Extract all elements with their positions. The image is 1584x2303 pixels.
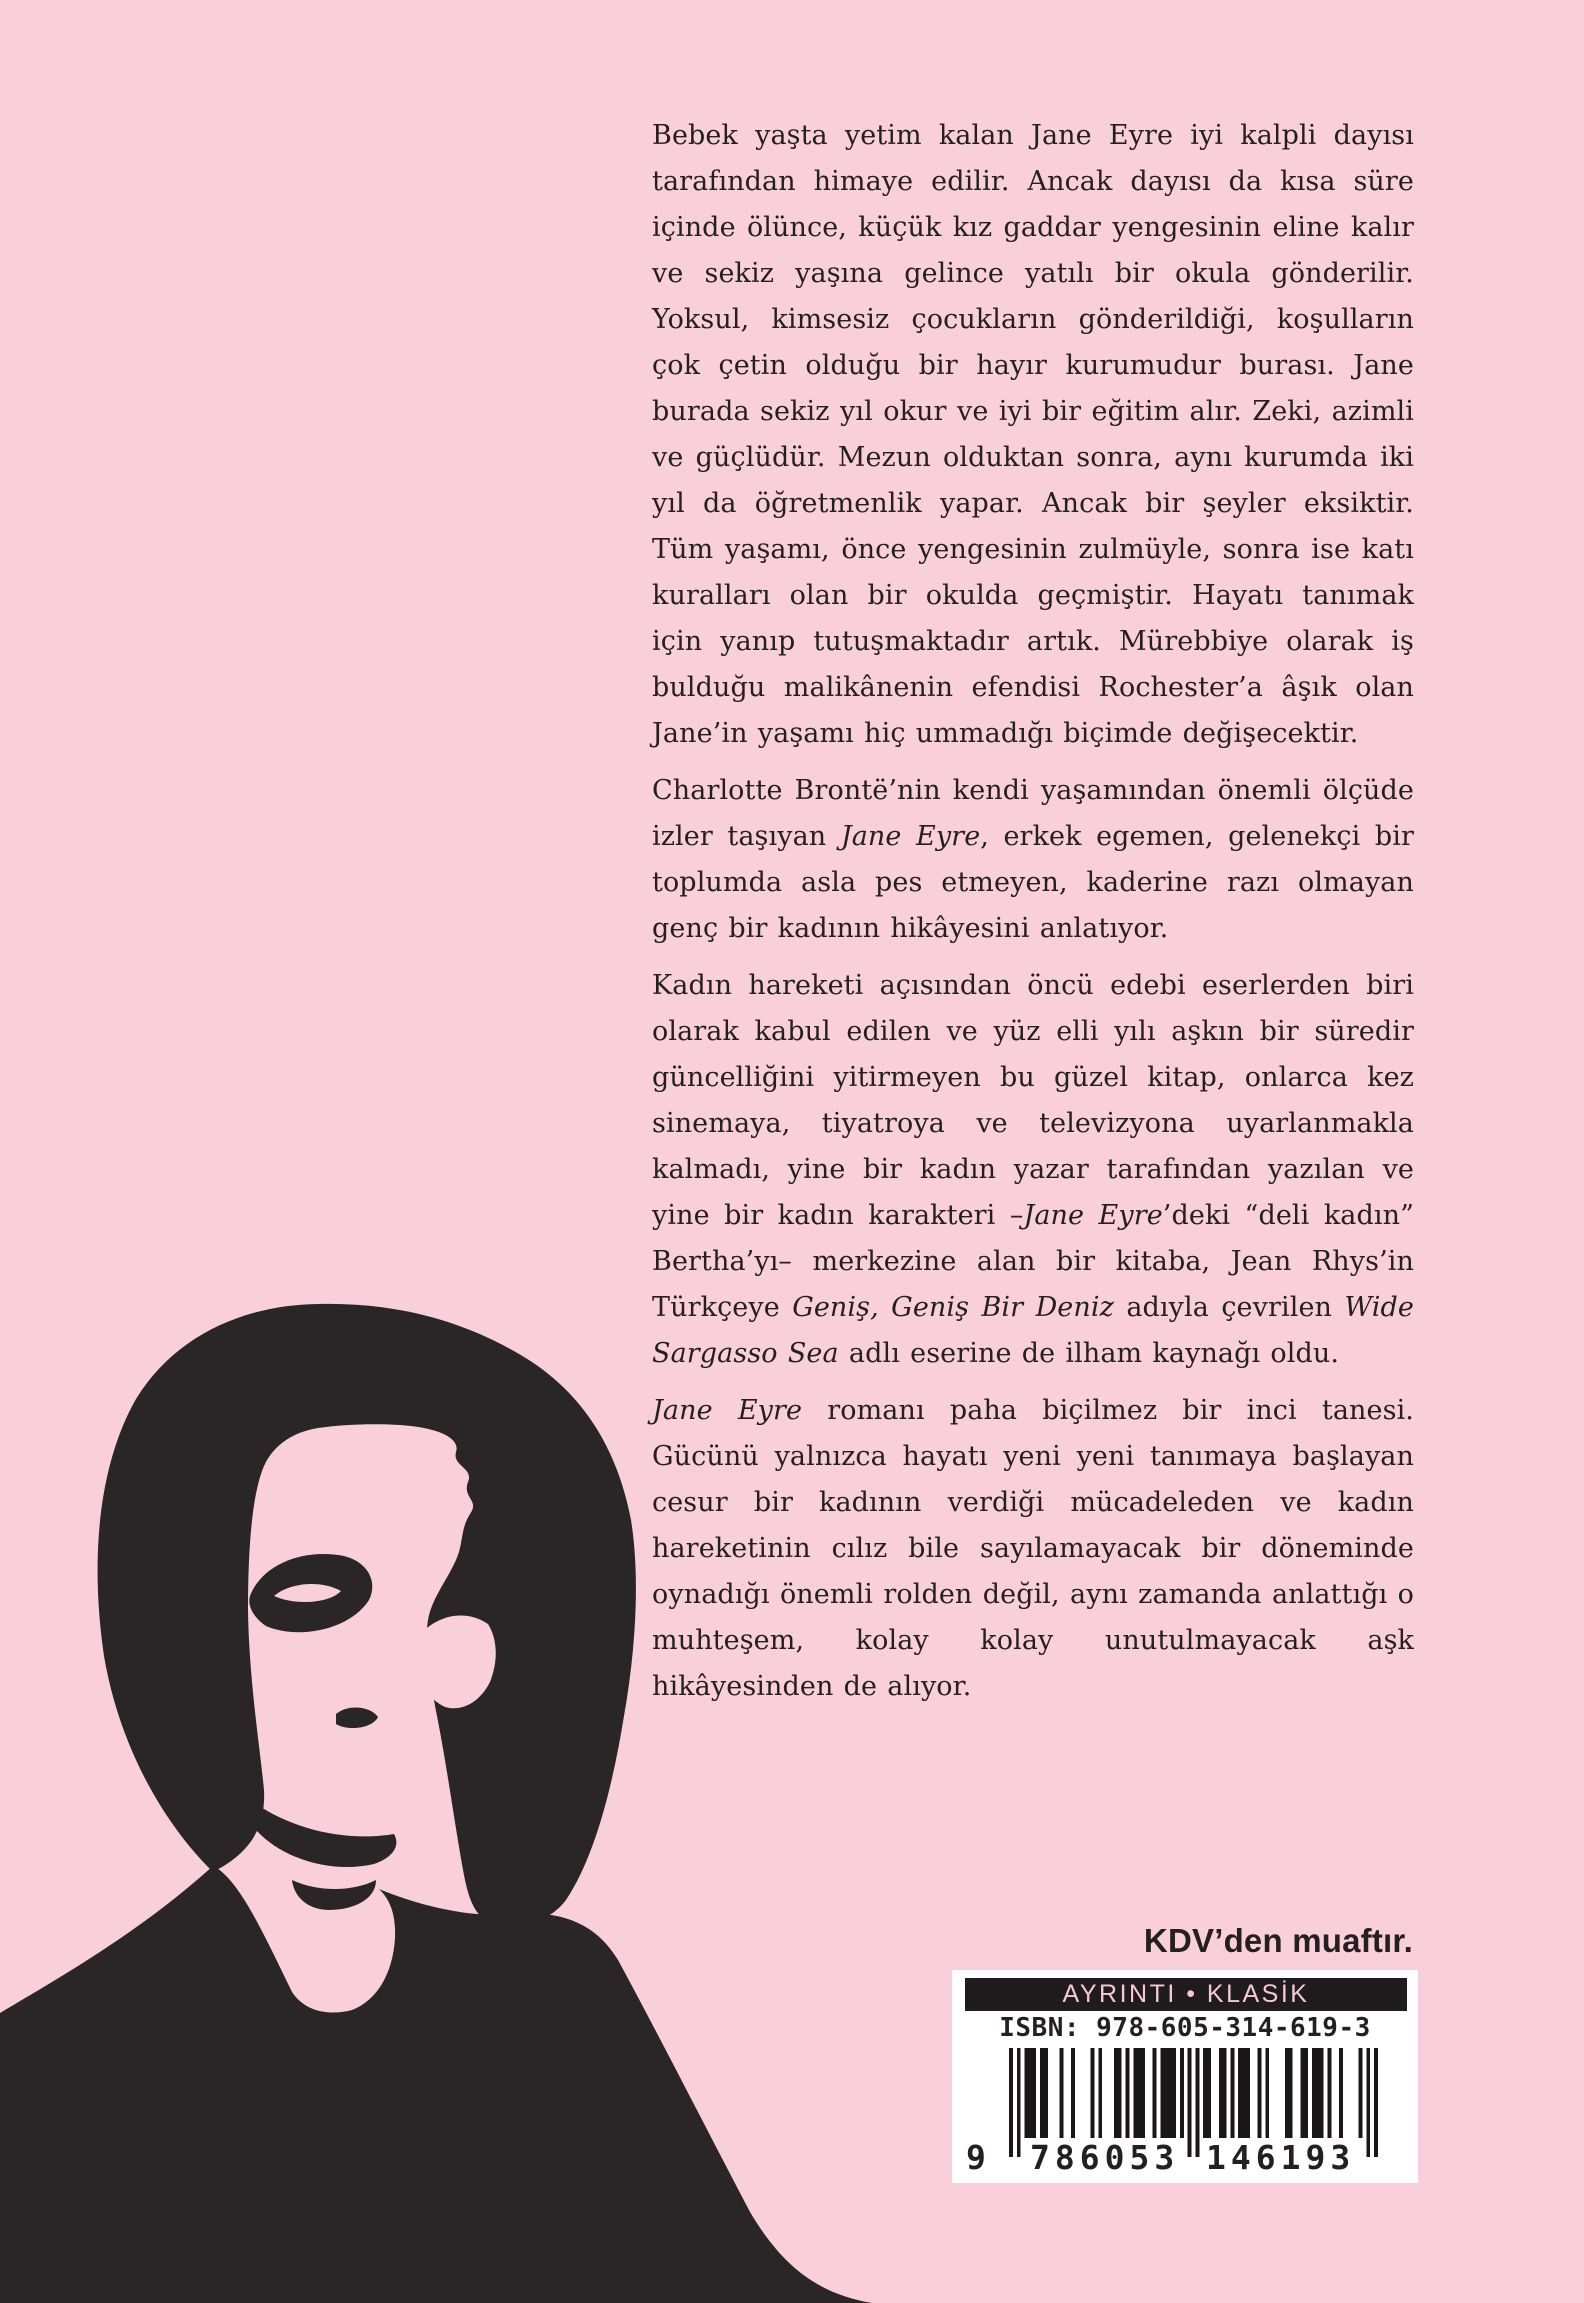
dress-shape [0, 1866, 872, 2303]
book-title-italic: Jane Eyre [652, 1395, 803, 1426]
nose-shape [336, 1708, 378, 1729]
book-title-italic: Jane Eyre [840, 821, 981, 852]
portrait-illustration [0, 1300, 880, 2303]
barcode-bar [1238, 2048, 1242, 2138]
barcode-bar [1258, 2048, 1262, 2138]
book-title-italic: Geniş, Geniş Bir Deniz [792, 1292, 1114, 1323]
text-segment: Kadın hareketi açısından öncü edebi eserlerden biri olarak kabul edilen ve yüz elli yılı aşkın bir süredir güncelliğini yitirmeyen bu güzel kitap, onlarca kez sinemaya, tiyatroya ve televizyona uyarlanmakla kalmadı, yine bir kadın yazar tarafından yazılan ve yine bir kadın karakteri – [652, 970, 1414, 1231]
barcode-bar [1028, 2048, 1032, 2138]
barcode-bar [1180, 2048, 1184, 2138]
barcode-bar [1025, 2048, 1029, 2138]
barcode-bar [1359, 2048, 1363, 2138]
ean-lead-digit: 9 [966, 2138, 986, 2177]
book-title-italic: Jane Eyre [1023, 1200, 1163, 1231]
text-segment: adıyla çevrilen [1113, 1292, 1345, 1323]
barcode-bar [1285, 2048, 1289, 2138]
ean-group-2: 146193 [1206, 2138, 1356, 2177]
barcode-bar [1289, 2048, 1293, 2138]
barcode-bar [1203, 2048, 1207, 2138]
barcode-bar [1219, 2048, 1223, 2138]
barcode-block [952, 1970, 1418, 2183]
barcode-bar [1300, 2048, 1304, 2138]
barcode-bar [1133, 2048, 1137, 2138]
ean-digits [952, 2138, 1418, 2178]
text-segment: romanı paha biçilmez bir inci tanesi. Gücünü yalnızca hayatı yeni yeni tanımaya başlayan cesur bir kadının verdiği mücadeleden ve kadın hareketinin cılız bile sayılamayacak bir döneminde oynadığı önemli rolden değil, aynı zamanda anlattığı o muhteşem, kolay kolay unutulmayacak aşk hikâyesinden de alıyor. [652, 1395, 1414, 1702]
barcode-bar [1223, 2048, 1227, 2138]
blurb-paragraph-1 [652, 113, 1414, 757]
barcode-bar [1265, 2048, 1269, 2138]
barcode-bar [1168, 2048, 1172, 2138]
barcode-bar [1320, 2048, 1324, 2138]
book-title-italic: Wide Sargasso Sea [652, 1292, 1414, 1369]
text-segment: , erkek egemen, gelenekçi bir toplumda asla pes etmeyen, kaderine razı olmayan genç bir kadının hikâyesini anlatıyor. [652, 821, 1415, 944]
barcode-bar [1141, 2048, 1145, 2138]
blurb-paragraph-2 [652, 768, 1414, 952]
ean-group-1: 786053 [1030, 2138, 1180, 2177]
hair-shape [98, 1304, 636, 1925]
chin-shadow-shape [292, 1880, 376, 1910]
barcode-bar [1118, 2048, 1122, 2138]
barcode-bar [1230, 2048, 1234, 2138]
barcode-bar [1059, 2048, 1063, 2138]
barcode-bar [1339, 2048, 1343, 2138]
barcode-bar [1164, 2048, 1168, 2138]
barcode-bar [1328, 2048, 1332, 2138]
barcode-bar [1098, 2048, 1102, 2138]
tax-exemption-note: KDV’den muaftır. [1143, 1922, 1413, 1959]
barcode-bar [1172, 2048, 1176, 2138]
barcode-bar [1040, 2048, 1044, 2138]
text-segment: Bebek yaşta yetim kalan Jane Eyre iyi kalpli dayısı tarafından himaye edilir. Ancak dayısı da kısa süre içinde ölünce, küçük kız gaddar yengesinin eline kalır ve sekiz yaşına gelince yatılı bir okula gönderilir. Yoksul, kimsesiz çocukların gönderildiği, koşulların çok çetin olduğu bir hayır kurumudur burası. Jane burada sekiz yıl okur ve iyi bir eğitim alır. Zeki, azimli ve güçlüdür. Mezun olduktan sonra, aynı kurumda iki yıl da öğretmenlik yapar. Ancak bir şeyler eksiktir. Tüm yaşamı, önce yengesinin zulmüyle, sonra ise katı kuralları olan bir okulda geçmiştir. Hayatı tanımak için yanıp tutuşmaktadır artık. Mürebbiye olarak iş bulduğu malikânenin efendisi Rochester’a âşık olan Jane’in yaşamı hiç ummadığı biçimde değişecektir. [652, 120, 1414, 749]
barcode-bar [1316, 2048, 1320, 2138]
silhouette-svg [0, 1300, 880, 2303]
barcode-bar [1071, 2048, 1075, 2138]
imprint-band [965, 1978, 1407, 2011]
text-segment: ’deki “deli kadın” Bertha’yı– merkezine alan bir kitaba, Jean Rhys’in Türkçeye [652, 1200, 1414, 1323]
barcode-bar [1246, 2048, 1250, 2138]
barcode-bar [1207, 2048, 1211, 2138]
smile-shape [249, 1800, 397, 1867]
imprint-label: AYRINTI • KLASİK [1062, 1980, 1310, 2008]
text-segment: Charlotte Brontë’nin kendi yaşamından önemli ölçüde izler taşıyan [652, 775, 1414, 852]
barcode-bar [1032, 2048, 1036, 2138]
barcode-bar [1312, 2048, 1316, 2138]
barcode-bar [1304, 2048, 1308, 2138]
barcode-bar [1160, 2048, 1164, 2138]
barcode-bar [1114, 2048, 1118, 2138]
barcode-bar [1242, 2048, 1246, 2138]
barcode-bar [1091, 2048, 1095, 2138]
barcode-bar [1137, 2048, 1141, 2138]
barcode-bar [1044, 2048, 1048, 2138]
barcode-bar [1153, 2048, 1157, 2138]
barcode-bar [1126, 2048, 1130, 2138]
isbn-text: ISBN: 978-605-314-619-3 [999, 2013, 1371, 2043]
text-segment: adlı eserine de ilham kaynağı oldu. [838, 1338, 1340, 1369]
